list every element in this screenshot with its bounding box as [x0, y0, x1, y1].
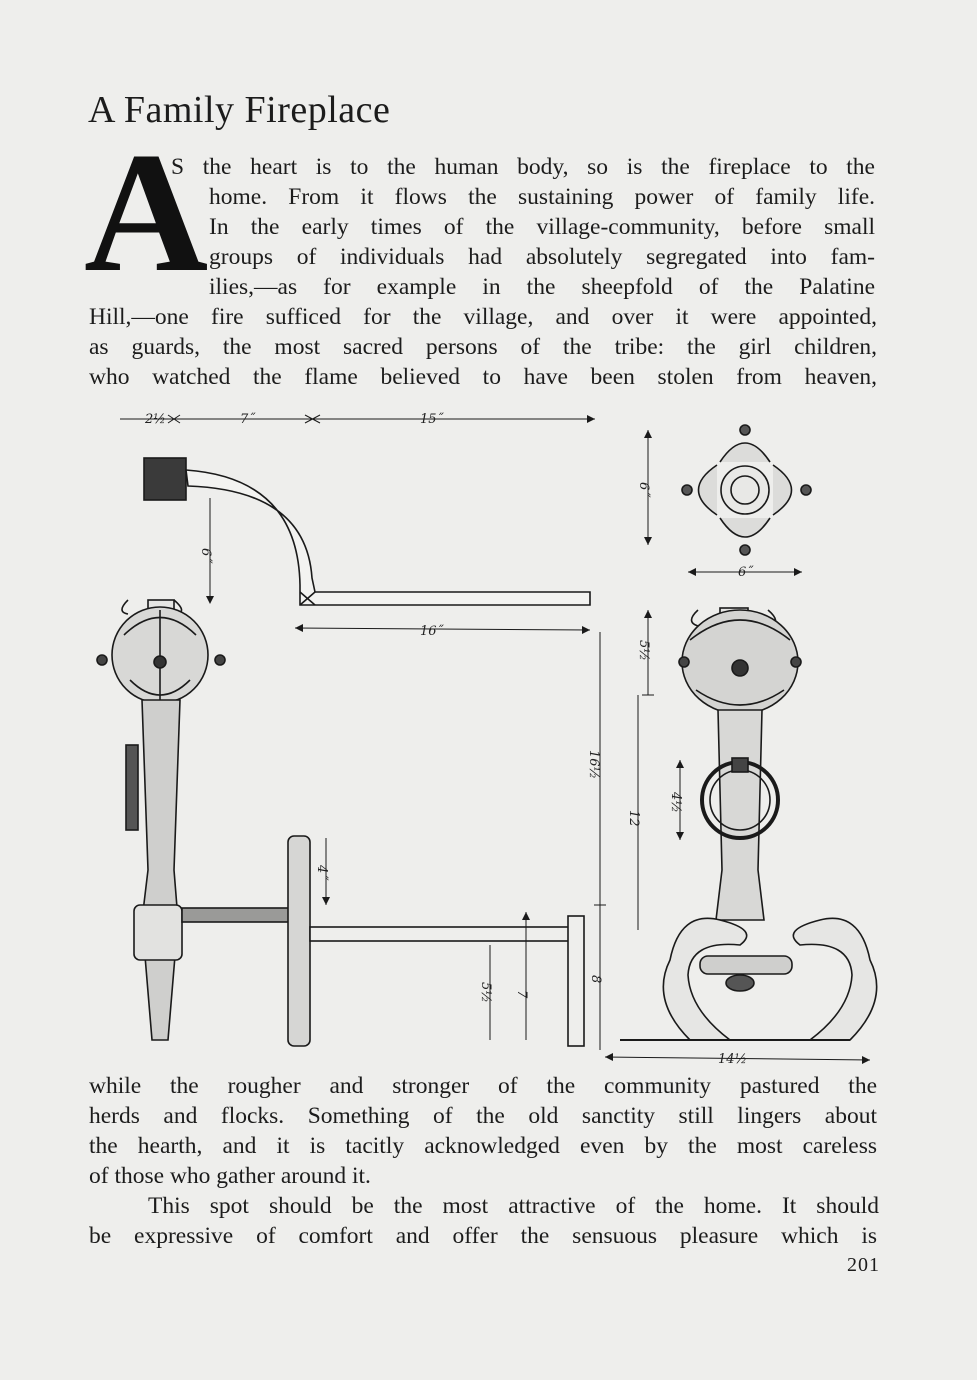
page-title: A Family Fireplace — [88, 89, 391, 131]
andiron-illustration — [90, 400, 890, 1070]
text-line: of those who gather around it. — [89, 1163, 371, 1189]
text-line: who watched the flame believed to have been stolen from heaven, — [89, 364, 877, 390]
page-number: 201 — [847, 1254, 880, 1276]
text-line: This spot should be the most attractive of the home. It should — [148, 1193, 879, 1219]
text-line: In the early times of the village-community, before small — [209, 214, 875, 240]
dim-top-a: 2½ — [145, 412, 166, 427]
dim-top-c: 15˝ — [420, 412, 444, 427]
text-line: ilies,—as for example in the sheepfold of the Palatine — [209, 274, 875, 300]
text-line: groups of individuals had absolutely segregated into fam- — [209, 244, 875, 270]
text-line: as guards, the most sacred persons of the tribe: the girl children, — [89, 334, 877, 360]
text-line: the hearth, and it is tacitly acknowledged even by the most careless — [89, 1133, 877, 1159]
text-line: S the heart is to the human body, so is the fireplace to the — [171, 154, 875, 180]
text-line: herds and flocks. Something of the old sanctity still lingers about — [89, 1103, 877, 1129]
dim-mid-height: 12 — [626, 810, 641, 827]
dim-upright-top: 4˝ — [314, 865, 329, 880]
drop-cap: A — [84, 118, 209, 308]
dim-foot-height: 8 — [588, 975, 603, 984]
text-line: home. From it flows the sustaining power of family life. — [209, 184, 875, 210]
dim-rail-height-a: 5½ — [478, 982, 493, 1003]
dim-ring-height: 4½ — [668, 792, 683, 813]
dim-rosette-width: 6˝ — [738, 565, 753, 580]
dim-total-height: 16½ — [586, 750, 601, 780]
andiron-drawing — [90, 400, 890, 1070]
dim-arm-length: 16˝ — [420, 624, 444, 639]
dim-arm-drop: 6˝ — [198, 548, 213, 563]
text-line: Hill,—one fire sufficed for the village, and over it were appointed, — [89, 304, 877, 330]
dim-base-width: 14½ — [718, 1052, 748, 1067]
dim-rail-height-b: 7 — [514, 990, 529, 999]
dim-rosette-height: 6˝ — [636, 482, 651, 497]
text-line: while the rougher and stronger of the community pastured the — [89, 1073, 877, 1099]
text-line: be expressive of comfort and offer the sensuous pleasure which is — [89, 1223, 877, 1249]
dim-top-b: 7˝ — [240, 412, 255, 427]
dim-upper-height: 5½ — [636, 640, 651, 661]
